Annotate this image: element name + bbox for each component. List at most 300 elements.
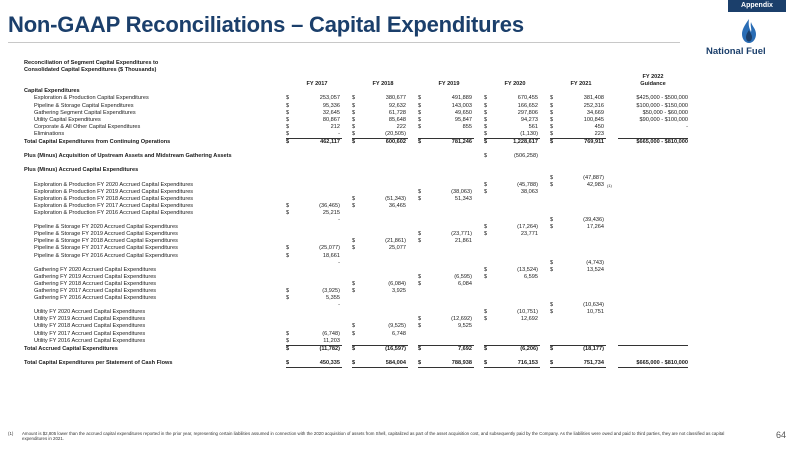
value-cell: (6,748) bbox=[322, 330, 340, 337]
value-cell bbox=[558, 253, 606, 260]
footnote-reference bbox=[606, 295, 618, 302]
value-cell: (6,206) bbox=[520, 345, 538, 352]
row-label: Eliminations bbox=[34, 131, 65, 138]
footnote-reference bbox=[606, 288, 618, 295]
value-cell: 18,661 bbox=[322, 252, 340, 259]
value-cell: - bbox=[338, 259, 340, 266]
value-cell bbox=[492, 323, 540, 330]
row-label: Total Capital Expenditures from Continuing Operations bbox=[24, 139, 171, 146]
currency-symbol: $ bbox=[286, 209, 290, 216]
footnote-reference bbox=[606, 360, 618, 368]
table-row bbox=[24, 316, 688, 323]
currency-symbol bbox=[484, 203, 492, 210]
table-row bbox=[24, 95, 688, 102]
value-cell: 25,077 bbox=[388, 245, 406, 252]
value-cell bbox=[426, 131, 474, 139]
row-label: Gathering Segment Capital Expenditures bbox=[34, 109, 136, 116]
table-row bbox=[24, 323, 688, 330]
value-cell: (39,436) bbox=[583, 217, 604, 224]
footnote-reference bbox=[606, 217, 618, 224]
value-cell: 751,734 bbox=[558, 360, 606, 368]
value-cell: (1,130) bbox=[492, 131, 540, 139]
value-cell: (4,743) bbox=[586, 259, 604, 266]
value-cell bbox=[360, 146, 408, 153]
value-cell: (18,177) bbox=[583, 345, 604, 352]
currency-symbol: $ bbox=[484, 102, 488, 109]
currency-symbol: $ bbox=[550, 266, 554, 273]
value-cell: 80,867 bbox=[322, 116, 340, 123]
row-label: Exploration & Production Capital Expenditures bbox=[34, 95, 149, 102]
value-cell: 1,228,617 bbox=[513, 139, 538, 146]
value-cell bbox=[294, 316, 342, 323]
value-cell bbox=[360, 153, 408, 160]
reconciliation-table bbox=[24, 74, 688, 368]
currency-symbol bbox=[286, 302, 294, 309]
value-cell: (45,788) bbox=[517, 181, 538, 188]
row-label bbox=[24, 160, 286, 167]
currency-symbol bbox=[418, 175, 426, 182]
table-row bbox=[24, 238, 688, 245]
table-row bbox=[24, 245, 688, 252]
currency-symbol bbox=[550, 146, 558, 153]
value-cell: (13,524) bbox=[517, 266, 538, 273]
currency-symbol: $ bbox=[286, 116, 290, 123]
currency-symbol bbox=[418, 210, 426, 217]
currency-symbol: $ bbox=[286, 338, 294, 346]
currency-symbol bbox=[484, 331, 492, 338]
footnote-reference bbox=[606, 238, 618, 245]
value-cell: 10,751 bbox=[586, 309, 604, 316]
value-cell: 85,648 bbox=[388, 116, 406, 123]
currency-symbol: $ bbox=[550, 116, 554, 123]
currency-symbol bbox=[484, 175, 492, 182]
footnote-reference bbox=[606, 124, 618, 131]
currency-symbol bbox=[484, 160, 492, 167]
value-cell bbox=[294, 153, 342, 160]
value-cell bbox=[558, 203, 606, 210]
value-cell bbox=[558, 274, 606, 281]
currency-symbol bbox=[352, 167, 360, 174]
value-cell: (10,634) bbox=[583, 302, 604, 309]
value-cell: 600,602 bbox=[385, 139, 406, 146]
table-row bbox=[24, 302, 688, 309]
table-row bbox=[24, 103, 688, 110]
value-cell: 12,692 bbox=[520, 316, 538, 323]
value-cell bbox=[360, 338, 408, 346]
value-cell: 855 bbox=[462, 123, 472, 130]
currency-symbol bbox=[550, 281, 558, 288]
guidance-cell bbox=[618, 182, 688, 189]
row-label: Gathering FY 2017 Accrued Capital Expenditures bbox=[34, 288, 157, 294]
value-cell bbox=[360, 167, 408, 174]
footnote-reference bbox=[606, 245, 618, 252]
currency-symbol bbox=[418, 288, 426, 295]
value-cell bbox=[426, 175, 474, 182]
currency-symbol bbox=[352, 88, 360, 95]
table-row bbox=[24, 110, 688, 117]
row-label bbox=[24, 260, 286, 267]
currency-symbol: $ bbox=[352, 202, 356, 209]
row-label: Plus (Minus) Acquisition of Upstream Assets and Midstream Gathering Assets bbox=[24, 153, 232, 160]
footnote-reference bbox=[606, 146, 618, 153]
col-header-fy2021: FY 2021 bbox=[570, 81, 592, 88]
row-label: Pipeline & Storage FY 2019 Accrued Capital Expenditures bbox=[34, 231, 178, 238]
currency-symbol: $ bbox=[352, 195, 356, 202]
currency-symbol bbox=[352, 302, 360, 309]
currency-symbol: $ bbox=[484, 360, 492, 368]
currency-symbol bbox=[286, 238, 294, 245]
currency-symbol bbox=[550, 203, 558, 210]
value-cell bbox=[294, 281, 342, 288]
currency-symbol bbox=[286, 88, 294, 95]
value-cell: 212 bbox=[330, 123, 340, 130]
col-header-fy2018: FY 2018 bbox=[372, 81, 394, 88]
currency-symbol bbox=[550, 274, 558, 281]
value-cell: 5,355 bbox=[326, 295, 340, 302]
guidance-cell bbox=[618, 203, 688, 210]
currency-symbol bbox=[286, 353, 294, 360]
value-cell bbox=[294, 238, 342, 245]
value-cell: 584,004 bbox=[360, 360, 408, 368]
footnote-reference bbox=[606, 103, 618, 110]
appendix-tab: Appendix bbox=[728, 0, 786, 12]
guidance-cell: $665,000 - $810,000 bbox=[636, 139, 688, 146]
currency-symbol: $ bbox=[286, 102, 290, 109]
row-label: Gathering FY 2019 Accrued Capital Expenditures bbox=[34, 273, 157, 280]
currency-symbol: $ bbox=[352, 288, 356, 294]
currency-symbol bbox=[418, 309, 426, 316]
value-cell: 670,455 bbox=[517, 95, 538, 102]
currency-symbol bbox=[484, 217, 492, 224]
currency-symbol bbox=[286, 146, 294, 153]
value-cell: (21,861) bbox=[385, 238, 406, 245]
guidance-cell bbox=[618, 153, 688, 160]
currency-symbol bbox=[550, 231, 558, 238]
guidance-cell bbox=[618, 175, 688, 182]
guidance-cell bbox=[618, 245, 688, 252]
footnote-reference bbox=[606, 203, 618, 210]
currency-symbol bbox=[484, 167, 492, 174]
value-cell bbox=[426, 260, 474, 267]
footnote-reference bbox=[606, 196, 618, 203]
currency-symbol: $ bbox=[352, 238, 356, 245]
guidance-header: Guidance bbox=[640, 81, 666, 88]
table-row bbox=[24, 224, 688, 231]
table-row bbox=[24, 131, 688, 139]
currency-symbol bbox=[286, 224, 294, 231]
currency-symbol bbox=[286, 189, 294, 196]
value-cell bbox=[294, 196, 342, 203]
value-cell bbox=[360, 295, 408, 302]
flame-icon bbox=[740, 18, 758, 44]
currency-symbol: $ bbox=[418, 139, 422, 146]
value-cell bbox=[426, 146, 474, 153]
currency-symbol: $ bbox=[286, 139, 290, 146]
value-cell bbox=[426, 167, 474, 174]
currency-symbol bbox=[352, 309, 360, 316]
value-cell: (25,077) bbox=[319, 245, 340, 252]
currency-symbol: $ bbox=[484, 309, 488, 316]
value-cell bbox=[426, 353, 474, 360]
value-cell: 252,316 bbox=[583, 102, 604, 109]
guidance-cell bbox=[618, 316, 688, 323]
currency-symbol bbox=[286, 281, 294, 288]
value-cell bbox=[360, 189, 408, 196]
footnote-reference bbox=[606, 316, 618, 323]
table-row bbox=[24, 267, 688, 274]
currency-symbol: $ bbox=[418, 280, 422, 287]
guidance-cell bbox=[618, 238, 688, 245]
currency-symbol bbox=[484, 146, 492, 153]
currency-symbol bbox=[484, 210, 492, 217]
value-cell: 253,057 bbox=[319, 95, 340, 102]
guidance-cell bbox=[618, 231, 688, 238]
value-cell bbox=[360, 217, 408, 224]
value-cell bbox=[360, 210, 408, 217]
row-label: Utility Capital Expenditures bbox=[34, 116, 101, 123]
guidance-cell bbox=[618, 260, 688, 267]
currency-symbol bbox=[352, 160, 360, 167]
value-cell: 450 bbox=[594, 123, 604, 130]
footnote-reference bbox=[606, 323, 618, 330]
currency-symbol bbox=[418, 88, 426, 95]
currency-symbol: $ bbox=[550, 224, 554, 231]
currency-symbol: $ bbox=[484, 123, 488, 130]
value-cell bbox=[294, 182, 342, 189]
row-label: Capital Expenditures bbox=[24, 88, 80, 95]
table-body bbox=[24, 88, 688, 367]
currency-symbol bbox=[550, 323, 558, 330]
currency-symbol bbox=[352, 189, 360, 196]
value-cell: 716,153 bbox=[492, 360, 540, 368]
value-cell: 6,084 bbox=[458, 280, 472, 287]
guidance-cell: $425,000 - $500,000 bbox=[636, 95, 688, 102]
currency-symbol bbox=[550, 210, 558, 217]
value-cell bbox=[360, 316, 408, 323]
row-label bbox=[24, 175, 286, 182]
table-row bbox=[24, 217, 688, 224]
table-row bbox=[24, 167, 688, 174]
value-cell bbox=[492, 260, 540, 267]
currency-symbol: $ bbox=[352, 280, 356, 287]
currency-symbol: $ bbox=[418, 231, 422, 238]
value-cell bbox=[558, 338, 606, 346]
footnote-reference bbox=[606, 210, 618, 217]
footnote-reference bbox=[606, 160, 618, 167]
value-cell bbox=[426, 302, 474, 309]
value-cell: (3,925) bbox=[322, 288, 340, 294]
currency-symbol bbox=[352, 224, 360, 231]
value-cell bbox=[492, 210, 540, 217]
value-cell bbox=[492, 238, 540, 245]
guidance-cell bbox=[618, 196, 688, 203]
currency-symbol bbox=[550, 238, 558, 245]
reconciliation-report bbox=[24, 60, 688, 368]
value-cell bbox=[558, 210, 606, 217]
total-row bbox=[24, 139, 688, 147]
currency-symbol bbox=[352, 146, 360, 153]
currency-symbol: $ bbox=[484, 139, 488, 146]
value-cell bbox=[426, 224, 474, 231]
value-cell bbox=[426, 267, 474, 274]
value-cell bbox=[558, 238, 606, 245]
currency-symbol bbox=[286, 153, 294, 160]
currency-symbol: $ bbox=[352, 131, 360, 139]
currency-symbol: $ bbox=[352, 95, 356, 102]
guidance-cell bbox=[618, 146, 688, 153]
currency-symbol bbox=[352, 182, 360, 189]
value-cell: 38,063 bbox=[520, 188, 538, 195]
value-cell bbox=[492, 353, 540, 360]
row-label: Total Capital Expenditures per Statement of Cash Flows bbox=[24, 360, 173, 367]
value-cell: 23,771 bbox=[520, 231, 538, 238]
value-cell: 788,938 bbox=[426, 360, 474, 368]
currency-symbol: $ bbox=[550, 345, 554, 352]
currency-symbol: $ bbox=[550, 181, 554, 188]
value-cell: (17,264) bbox=[517, 224, 538, 231]
currency-symbol bbox=[352, 217, 360, 224]
value-cell bbox=[426, 160, 474, 167]
currency-symbol bbox=[550, 196, 558, 203]
currency-symbol: $ bbox=[286, 245, 290, 252]
value-cell bbox=[492, 245, 540, 252]
currency-symbol bbox=[352, 175, 360, 182]
value-cell bbox=[426, 88, 474, 95]
row-label: Gathering FY 2020 Accrued Capital Expenditures bbox=[34, 266, 157, 273]
value-cell: 222 bbox=[396, 123, 406, 130]
value-cell bbox=[426, 253, 474, 260]
value-cell bbox=[294, 167, 342, 174]
currency-symbol: $ bbox=[484, 109, 488, 116]
value-cell bbox=[360, 353, 408, 360]
value-cell bbox=[360, 175, 408, 182]
report-heading-line2: Consolidated Capital Expenditures ($ Thousands) bbox=[24, 67, 157, 74]
table-row bbox=[24, 88, 688, 95]
value-cell bbox=[360, 231, 408, 238]
value-cell bbox=[360, 260, 408, 267]
currency-symbol bbox=[418, 203, 426, 210]
currency-symbol bbox=[286, 267, 294, 274]
value-cell bbox=[558, 316, 606, 323]
currency-symbol: $ bbox=[418, 116, 422, 123]
currency-symbol: $ bbox=[352, 102, 356, 109]
currency-symbol bbox=[418, 217, 426, 224]
currency-symbol bbox=[484, 88, 492, 95]
value-cell: 11,203 bbox=[294, 338, 342, 346]
value-cell: - bbox=[338, 302, 340, 309]
currency-symbol bbox=[418, 160, 426, 167]
row-label: Corporate & All Other Capital Expenditures bbox=[34, 123, 141, 130]
currency-symbol: $ bbox=[286, 345, 290, 352]
value-cell: (51,343) bbox=[385, 195, 406, 202]
guidance-cell: $50,000 - $60,000 bbox=[642, 109, 688, 116]
row-label: Total Accrued Capital Expenditures bbox=[24, 345, 118, 352]
table-row bbox=[24, 182, 688, 189]
value-cell bbox=[492, 302, 540, 309]
currency-symbol bbox=[484, 245, 492, 252]
currency-symbol bbox=[550, 189, 558, 196]
currency-symbol: $ bbox=[484, 224, 488, 231]
value-cell bbox=[492, 281, 540, 288]
currency-symbol: $ bbox=[550, 217, 554, 224]
guidance-cell bbox=[618, 295, 688, 302]
currency-symbol bbox=[484, 253, 492, 260]
value-cell bbox=[360, 182, 408, 189]
row-label bbox=[24, 302, 286, 309]
table-row bbox=[24, 153, 688, 160]
value-cell bbox=[558, 153, 606, 160]
guidance-cell bbox=[618, 189, 688, 196]
currency-symbol: $ bbox=[418, 95, 422, 102]
value-cell bbox=[294, 353, 342, 360]
currency-symbol: $ bbox=[484, 181, 488, 188]
value-cell: 561 bbox=[528, 123, 538, 130]
row-label: Utility FY 2018 Accrued Capital Expenditures bbox=[34, 323, 146, 330]
value-cell bbox=[558, 146, 606, 153]
logo-wordmark: National Fuel bbox=[706, 46, 766, 57]
currency-symbol bbox=[418, 338, 426, 346]
currency-symbol bbox=[550, 338, 558, 346]
currency-symbol bbox=[286, 260, 294, 267]
table-row bbox=[24, 124, 688, 131]
currency-symbol: $ bbox=[484, 345, 488, 352]
value-cell: (36,465) bbox=[319, 202, 340, 209]
value-cell: (11,782) bbox=[319, 345, 340, 352]
value-cell bbox=[426, 182, 474, 189]
value-cell bbox=[426, 331, 474, 338]
value-cell: 462,117 bbox=[320, 139, 340, 146]
row-label: Exploration & Production FY 2019 Accrued Capital Expenditures bbox=[34, 188, 194, 195]
spacer-row bbox=[24, 353, 688, 360]
value-cell bbox=[294, 224, 342, 231]
currency-symbol bbox=[352, 260, 360, 267]
guidance-cell bbox=[618, 331, 688, 338]
guidance-cell: - bbox=[686, 123, 688, 130]
currency-symbol bbox=[286, 182, 294, 189]
currency-symbol bbox=[550, 245, 558, 252]
footnote-reference bbox=[606, 117, 618, 124]
value-cell bbox=[426, 309, 474, 316]
guidance-cell bbox=[618, 288, 688, 295]
value-cell bbox=[492, 288, 540, 295]
currency-symbol: $ bbox=[352, 330, 356, 337]
value-cell: 100,845 bbox=[583, 116, 604, 123]
value-cell bbox=[294, 175, 342, 182]
currency-symbol bbox=[286, 274, 294, 281]
value-cell: 25,215 bbox=[322, 209, 340, 216]
currency-symbol: $ bbox=[352, 116, 356, 123]
currency-symbol bbox=[484, 302, 492, 309]
column-header-row bbox=[24, 81, 688, 88]
value-cell bbox=[558, 189, 606, 196]
currency-symbol bbox=[286, 167, 294, 174]
currency-symbol bbox=[418, 245, 426, 252]
currency-symbol: $ bbox=[484, 231, 488, 238]
footnote-reference bbox=[606, 167, 618, 174]
value-cell: 9,525 bbox=[458, 323, 472, 330]
currency-symbol bbox=[352, 153, 360, 160]
col-header-fy2017: FY 2017 bbox=[306, 81, 328, 88]
guidance-cell: $665,000 - $810,000 bbox=[618, 360, 688, 368]
currency-symbol bbox=[550, 253, 558, 260]
currency-symbol: $ bbox=[550, 95, 554, 102]
table-row bbox=[24, 210, 688, 217]
value-cell: 6,748 bbox=[392, 330, 406, 337]
value-cell: (6,084) bbox=[388, 280, 406, 287]
currency-symbol bbox=[484, 196, 492, 203]
value-cell bbox=[360, 309, 408, 316]
guidance-year-header: FY 2022 bbox=[642, 74, 664, 81]
